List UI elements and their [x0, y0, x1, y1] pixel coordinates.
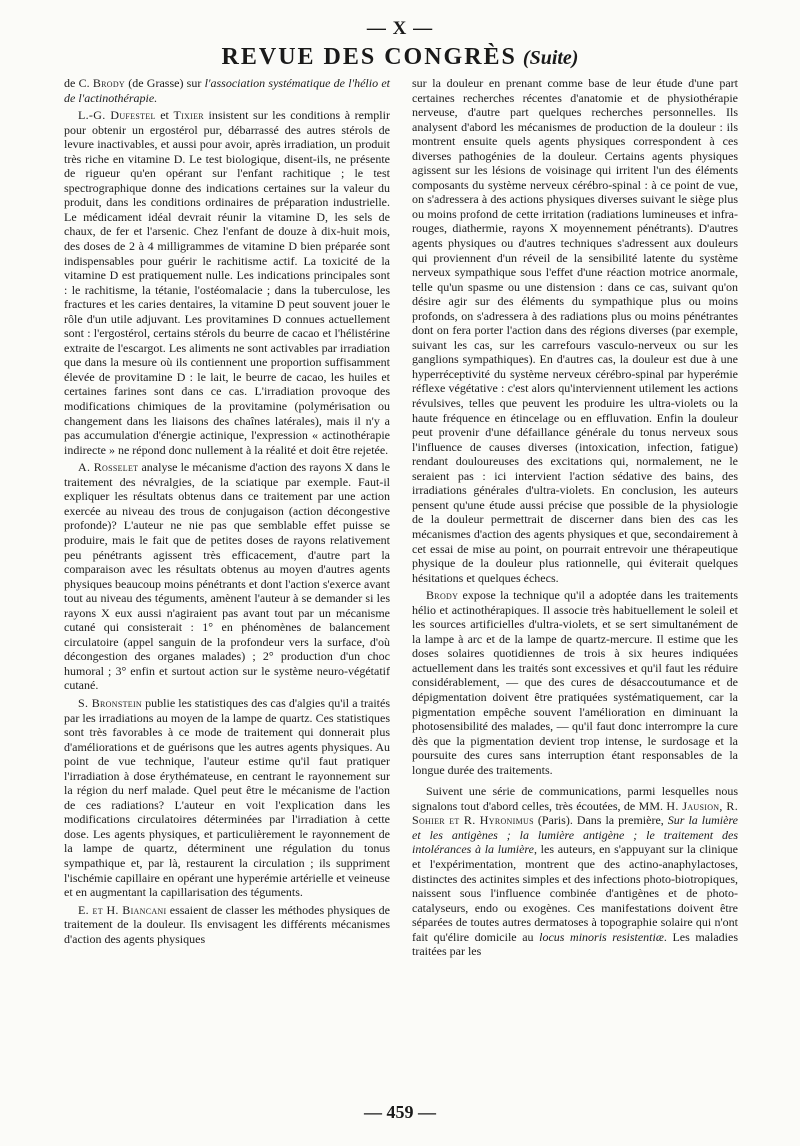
- journal-title: REVUE DES CONGRÈS: [221, 44, 517, 70]
- italic-title: Sur la lumière et les antigènes ; la lumière antigène ; le traitement des intolérances à la lumière: [412, 813, 738, 857]
- text-run: , les auteurs, en s'appuyant sur la clinique et l'expérimentation, montrent que des actino-anaphylactoses, distinctes des actinites simples et des infections photo-biotropiques, naissent sous l'influence combinée d'antigènes et de photo-catalyseurs, endo ou exogènes. Ces manifestations doivent être séparées de toutes autres dermatoses à topographie solaire qui n'ont fait qu'élire domicile au: [412, 842, 739, 944]
- page-header: [0, 44, 800, 71]
- text-run: (Paris). Dans la première,: [533, 813, 668, 828]
- text-run: expose la technique qu'il a adoptée dans les traitements hélio et actinothérapiques. Il associe très habituellement le soleil et les sources artificielles d'ultra-violets, et se sert simultanément de la lampe à arc et de la lampe de quartz-mercure. Il estime que les doses solaires quotidiennes de trois à six heures indiquées actuellement dans les traités sont excessives et qu'il faut les réduire considérablement, — que des cures de désaccoutumance et de dépigmentation doivent être pratiquées systématiquement, car la pigmentation empêche souvent l'amélioration en diminuant la photosensibilité des malades, — qu'il faut donc interrompre la cure dès que la pigmentation devient trop intense, le surdosage et la poursuite des cures sans interruption étant responsables de la longue durée des traitements.: [412, 588, 738, 777]
- text-run: . Les maladies traitées par les: [412, 929, 738, 959]
- italic-phrase: locus minoris resistentiæ: [539, 929, 664, 944]
- text-run: analyse le mécanisme d'action des rayons X dans le traitement des névralgies, de la sciatique par exemple. Faut-il expliquer les résultats obtenus dans ce traitement par une action exercée au niveau des trous de conjugaison (action décongestive profonde)? L'auteur ne nie pas que semblable effet puisse se produire, mais le fait que de petites doses de rayons relativement peu pénétrants agissent très efficacement, d'autre part la comparaison avec les résultats obtenus au moyen d'autres agents physiques beaucoup moins pénétrants et dont l'action s'exerce avant tout au niveau des téguments, amènent l'auteur à se demander si les rayons X eux aussi n'agiraient pas avant tout par un mécanisme cutané qui consisterait : 1° en phénomènes de balancement circulatoire (appel sanguin de la profondeur vers la surface, d'où décongestion des organes malades) ; 2° production d'un choc humoral ; 3° enfin et surtout action sur le système neuro-végétatif cutané.: [64, 460, 390, 693]
- right-column: [412, 76, 738, 959]
- paragraph: [64, 460, 390, 693]
- author-name: Brody: [426, 588, 459, 603]
- text-run: essaient de classer les méthodes physiques de traitement de la douleur. Ils envisagent les différents mécanismes d'action des agents physiques: [64, 902, 390, 946]
- author-name: L.-G. Dufestel: [78, 108, 156, 123]
- author-name: A. Rosselet: [78, 460, 139, 475]
- author-name: Tixier: [173, 108, 204, 123]
- text-run: insistent sur les conditions à remplir pour obtenir un ergostérol pur, débarrassé des autres stérols de levure inactivables, et aussi pour avoir, après irradiation, un produit très riche en vitamine D. Le test biologique, disent-ils, ne présente de rigueur qu'en opérant sur l'enfant rachitique ; le test spectrographique donne des indications certaines sur la valeur du produit, dans les conditions ordinaires de préparation industrielle. Le médicament idéal devrait réunir la vitamine D, les sels de chaux, de fer et l'arsenic. Chez l'enfant de douze à dix-huit mois, des doses de 2 à 4 milligrammes de vitamine D bien préparée sont indispensables pour guérir le rachitisme actif. La toxicité de la vitamine D est pratiquement nulle. Les indications principales sont : le rachitisme, la tétanie, l'ostéomalacie ; dans la tuberculose, les fractures et les caries dentaires, la vitamine D peut souvent jouer le rôle d'un utile adjuvant. Les provitamines D connues actuellement sont : l'ergostérol, certains stérols du beurre de cacao et l'hélistérine extraite de l'escargot. Les aliments ne sont activables par irradiation que dans la mesure où ils contiennent une proportion suffisamment élevée de provitamine D : le lait, le beurre de cacao, les huiles et certaines farines sont dans ce cas. L'irradiation provoque des modifications chimiques de la provitamine (polymérisation ou changement dans les liaisons des chaînes latérales), mais il n'y a pas accumulation d'énergie actinique, l'expression « actinothérapie indirecte » ne répond donc nullement à la réalité et doit être rejetée.: [64, 108, 390, 457]
- section-folio: — X —: [366, 18, 434, 39]
- page-number: — 459 —: [364, 1102, 436, 1122]
- text-run: sur la douleur en prenant comme base de leur étude d'une part certaines recherches récentes d'anatomie et de physiothérapie nerveuse, d'autre part quelques recherches personnelles. Ils analysent d'abord les mécanismes de production de la douleur : ils montrent ensuite quels agents physiques correspondent à ces diverses pathogénies de la douleur. Certains agents physiques agissent sur les lésions de voisinage qui irritent l'un des éléments composants du système nerveux cérébro-spinal : à ce point de vue, on s'adressera à des actions physiques diverses suivant le siège plus ou moins profond de cette irritation (radiations lumineuses et infra-rouges, diathermie, rayons X moyennement pénétrants). D'autres agents physiques ou d'autres techniques s'adressent aux douleurs qui proviennent d'un réveil de la sensibilité latente du système nerveux sympathique sous l'effet d'une réaction motrice anormale, telle qu'un spasme ou une distension : dans ce cas, suivant qu'on désire agir sur des éléments du sympathique plus ou moins profonds, on s'adressera à des radiations plus ou moins pénétrantes dont on fera porter l'action dans des régions diverses (par exemple, suivant les cas, sur les carrefours vasculo-nerveux ou sur les ganglions sympathiques). En d'autres cas, la douleur est due à une hyperréceptivité du système nerveux cérébro-spinal par hyperémie réflexe végétative : c'est alors qu'interviennent utilement les actions révulsives, telles que peuvent les produire les ultra-violets ou la haute fréquence en étincelage ou en effluvation. Enfin la douleur peut provenir d'une défaillance générale du tonus nerveux sous l'influence de causes diverses (intoxication, infection, fatigue) rendant douloureuses des excitations qui, normalement, ne le seraient pas : ici intervient l'action sédative des bains, des irradiations générales d'ultra-violets. En conclusion, les auteurs pensent qu'une étude aussi précise que possible de la physiologie de la douleur permettrait de discerner dans bien des cas les mécanismes d'action des agents physiques et que, secondairement à cet essai de mise au point, on pourrait entrevoir une thérapeutique physique de la douleur plus rationnelle, qui éviterait quelques hésitations et quelques échecs.: [412, 76, 738, 585]
- italic-title: l'association systématique de l'hélio et de l'actinothérapie.: [64, 76, 390, 105]
- author-name: Brody: [92, 76, 125, 90]
- paragraph: [64, 108, 390, 457]
- text-run: Suivent une série de communications, parmi lesquelles nous signalons tout d'abord celles, très écoutées, de MM.: [412, 784, 738, 813]
- left-column: [64, 76, 390, 946]
- paragraph: [412, 76, 738, 585]
- text-run: (de Grasse) sur: [124, 76, 205, 90]
- author-name: E. et H. Biancani: [78, 902, 167, 917]
- author-name: H. Jausion, R. Sohier et R. Hyronimus: [412, 798, 738, 828]
- text-run: et: [155, 108, 174, 123]
- paragraph: [412, 588, 738, 777]
- paragraph: [412, 784, 738, 959]
- title-suffix: (Suite): [522, 47, 579, 69]
- text-run: publie les statistiques des cas d'algies qu'il a traités par les irradiations au moyen de la lampe de quartz. Ces statistiques sont très favorables à ce mode de traitement qui donnerait plus d'améliorations et de guérisons que les autres agents physiques. Au point de vue technique, l'auteur estime qu'il faut pratiquer l'irradiation à dose érythémateuse, en centrant le rayonnement sur la région du nerf malade. Quel peut être le mécanisme de l'action de ces radiations? L'auteur en voit l'explication dans les modifications circulatoires déterminées par l'irradiation à cette dose. Les agents physiques, et particulièrement le rayonnement de la lampe de quartz, déterminent une régulation du tonus sympathique et, par là, restaurent la circulation ; ils suppriment l'ischémie capillaire en opérant une hyperémie artérielle et veineuse et en augmentant la capillarisation des téguments.: [64, 695, 390, 900]
- author-name: S. Bronstein: [78, 695, 142, 710]
- paragraph: [64, 76, 390, 105]
- paragraph: [64, 903, 390, 947]
- paragraph: [64, 696, 390, 900]
- text-run: de C.: [64, 76, 93, 90]
